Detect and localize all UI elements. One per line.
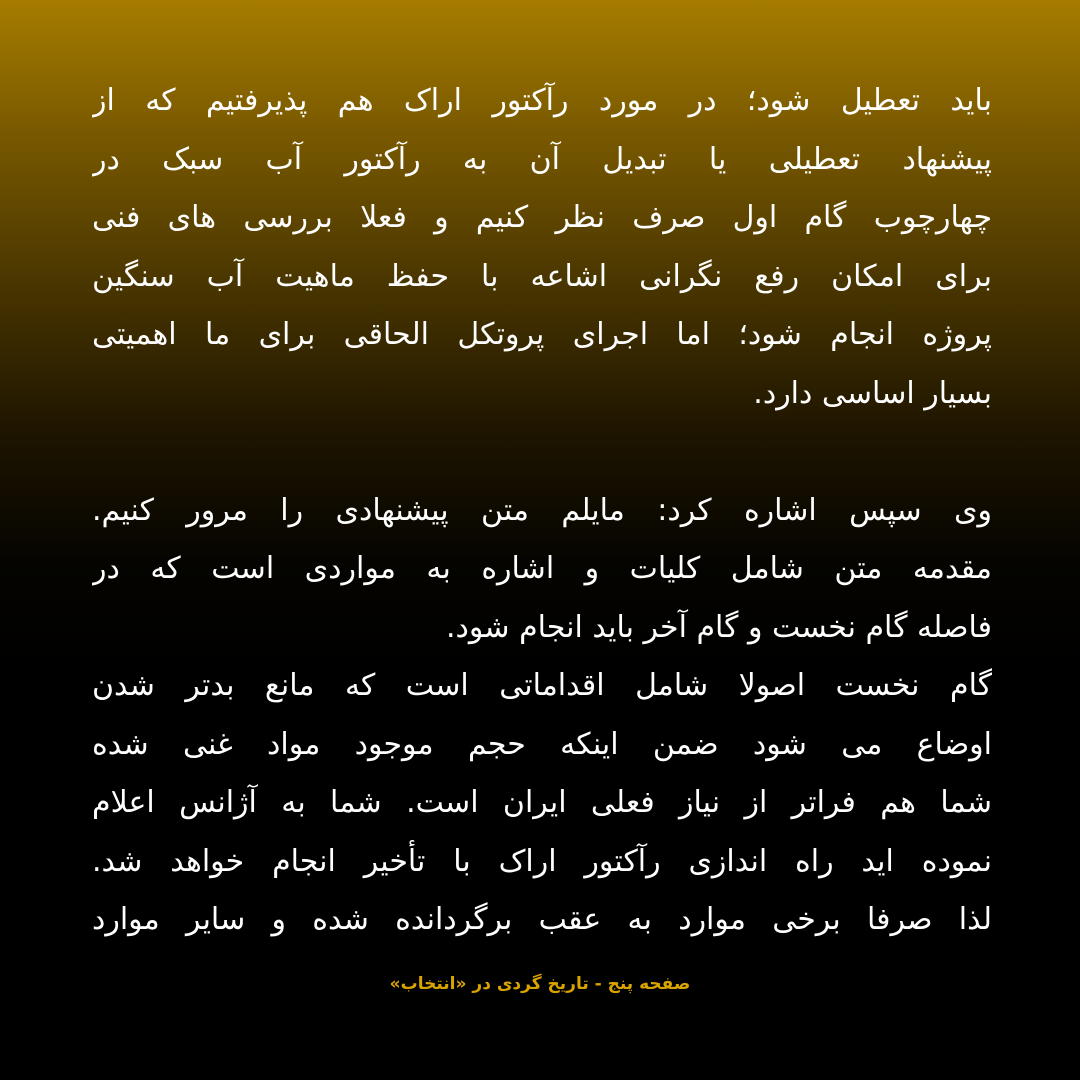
- text-line: بسیار اساسی دارد.: [753, 375, 992, 411]
- text-line: شما هم فراتر از نیاز فعلی ایران است. شما به آژانس اعلام: [92, 785, 992, 820]
- text-line: اوضاع می شود ضمن اینکه حجم موجود مواد غنی شده: [92, 726, 992, 762]
- article-body: [92, 72, 992, 950]
- text-line: پیشنهاد تعطیلی یا تبدیل آن به رآکتور آب سبک در: [92, 141, 992, 177]
- paragraph-gap: [92, 423, 992, 482]
- text-line: فاصله گام نخست و گام آخر باید انجام شود.: [446, 609, 992, 645]
- text-line: نموده اید راه اندازی رآکتور اراک با تأخیر انجام خواهد شد.: [92, 843, 992, 879]
- text-line: باید تعطیل شود؛ در مورد رآکتور اراک هم پذیرفتیم که از: [92, 83, 992, 118]
- text-line: گام نخست اصولا شامل اقداماتی است که مانع بدتر شدن: [92, 668, 992, 703]
- text-line: چهارچوب گام اول صرف نظر کنیم و فعلا بررسی های فنی: [92, 200, 992, 235]
- text-line: وی سپس اشاره کرد: مایلم متن پیشنهادی را مرور کنیم.: [92, 492, 992, 528]
- text-line: پروژه انجام شود؛ اما اجرای پروتکل الحاقی برای ما اهمیتی: [92, 317, 992, 352]
- text-line: برای امکان رفع نگرانی اشاعه با حفظ ماهیت آب سنگین: [92, 258, 992, 294]
- page-footer: صفحه پنج - تاریخ گردی در «انتخاب»: [389, 974, 691, 994]
- text-line: لذا صرفا برخی موارد به عقب برگردانده شده و سایر موارد: [92, 902, 992, 937]
- text-line: مقدمه متن شامل کلیات و اشاره به مواردی است که در: [92, 551, 992, 586]
